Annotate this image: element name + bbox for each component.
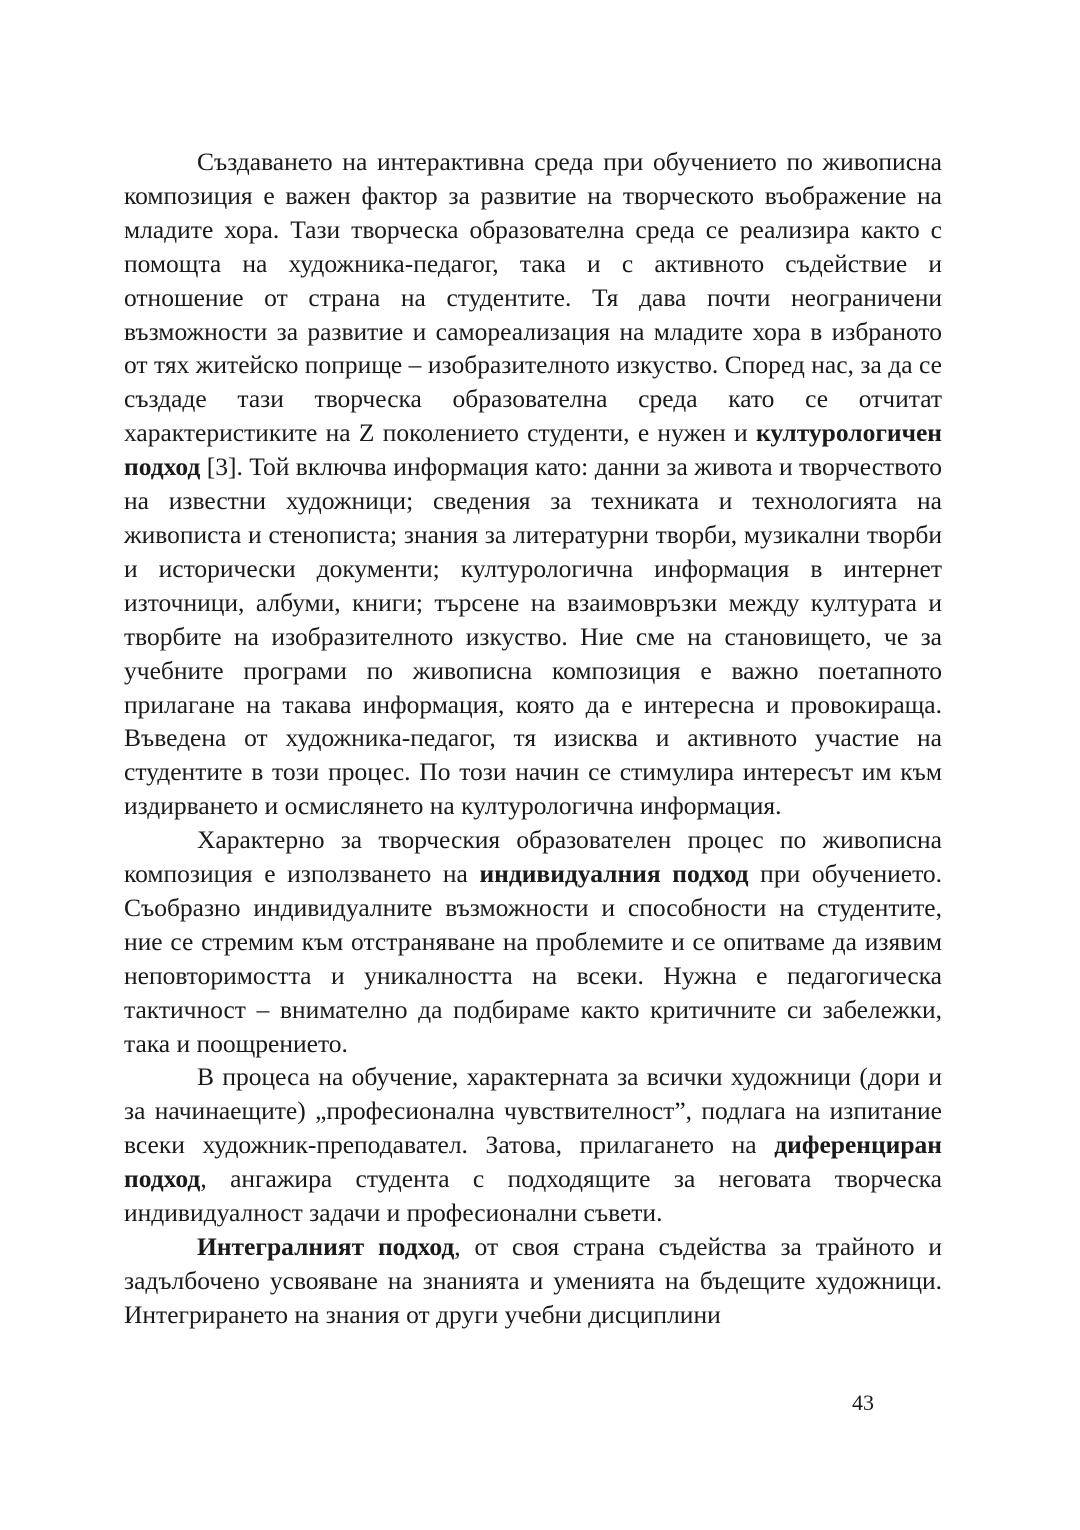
paragraph-1: [124, 145, 942, 823]
bold-term: Интегралният подход: [197, 1232, 455, 1261]
body-text: [124, 145, 942, 1332]
page-number: 43: [852, 1390, 874, 1415]
text-segment: Създаването на интерактивна среда при обучението по живописна композиция е важен фактор за развитие на творческото въображение на младите хора. Тази творческа образователна среда се реализира както с помощта на художника-педагог, така и с активното съдействие и отношение от страна на студентите. Тя дава почти неограничени възможности за развитие и самореализация на младите хора в избраното от тях житейско поприще – изобразителното изкуство. Според нас, за да се създаде тази творческа образователна среда като се отчитат характеристиките на Z поколението студенти, е нужен и: [124, 147, 942, 448]
text-segment: Характерно за творческия образователен процес по живописна композиция е използването на: [124, 825, 942, 889]
paragraph-3: [124, 1060, 942, 1230]
bold-term: диференциран подход: [124, 1130, 942, 1194]
text-segment: В процеса на обучение, характерната за всички художници (дори и за начинаещите) „професионална чувствителност”, подлага на изпитание всеки художник-преподавател. Затова, прилагането на: [124, 1062, 942, 1160]
text-segment: при обучението. Съобразно индивидуалните възможности и способности на студентите, ние се стремим към отстраняване на проблемите и се опитваме да изявим неповторимостта и уникалността на всеки. Нужна е педагогическа тактичност – внимателно да подбираме както критичните си забележки, така и поощрението.: [124, 859, 943, 1058]
text-segment: , ангажира студента с подходящите за неговата творческа индивидуалност задачи и професионални съвети.: [124, 1164, 942, 1228]
text-segment: [3]. Той включва информация като: данни за живота и творчеството на известни художници; сведения за техниката и технологията на живописта и стенописта; знания за литературни творби, музикални творби и исторически документи; културологична информация в интернет източници, албуми, книги; търсене на взаимовръзки между културата и творбите на изобразителното изкуство. Ние сме на становището, че за учебните програми по живописна композиция е важно поетапното прилагане на такава информация, която да е интересна и провокираща. Въведена от художника-педагог, тя изисква и активното участие на студентите в този процес. По този начин се стимулира интересът им към издирването и осмислянето на културологична информация.: [124, 452, 942, 821]
paragraph-2: [124, 823, 942, 1060]
text-segment: , от своя страна съдейства за трайното и задълбочено усвояване на знанията и уменията на бъдещите художници. Интегрирането на знания от други учебни дисциплини: [124, 1232, 943, 1329]
bold-term: културологичен подход: [124, 418, 942, 482]
bold-term: индивидуалния подход: [479, 859, 749, 889]
paragraph-4: [124, 1230, 942, 1332]
